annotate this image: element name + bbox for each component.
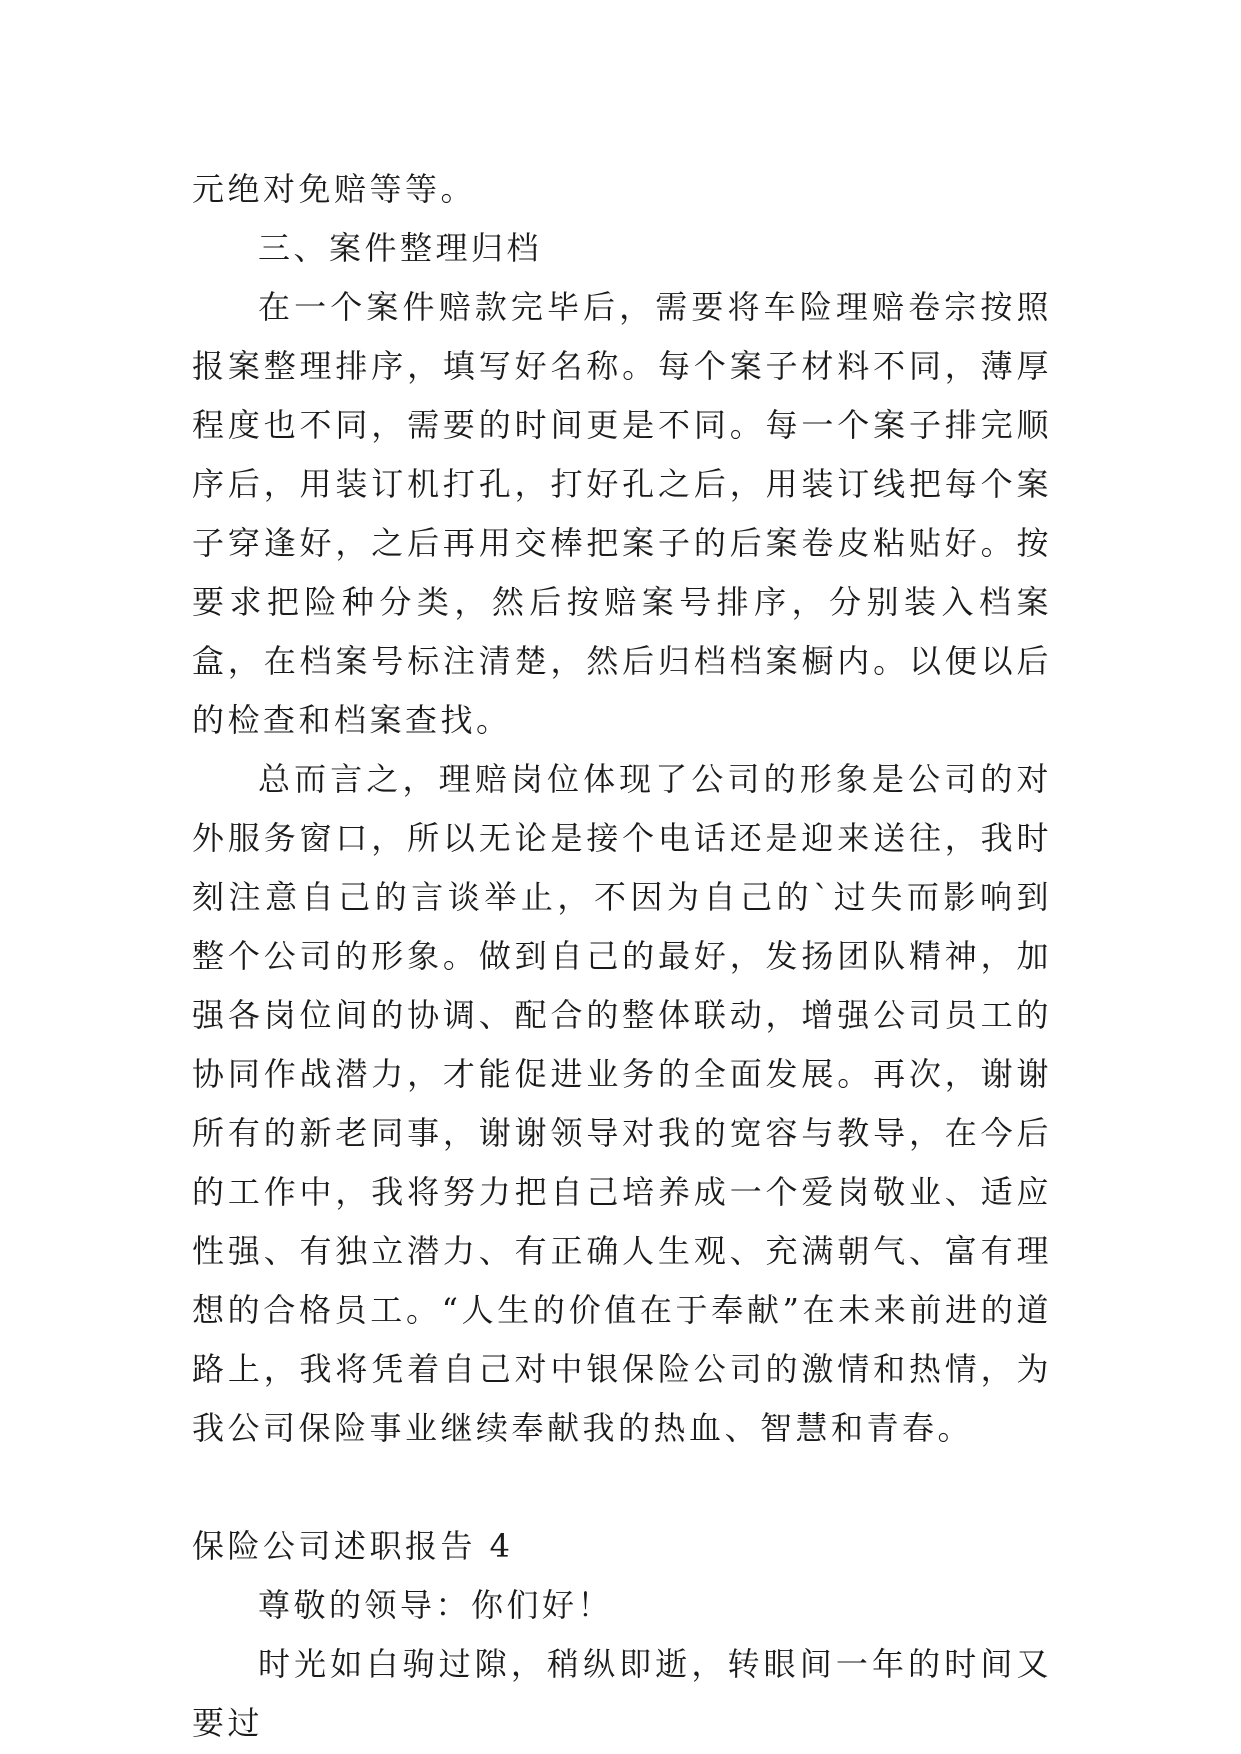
paragraph-continuation: 元绝对免赔等等。 [192,170,477,208]
document-body [192,160,1052,1753]
report-title: 保险公司述职报告 4 [192,1527,514,1565]
section-heading-archiving: 三、案件整理归档 [258,229,543,267]
paragraph-conclusion: 总而言之，理赔岗位体现了公司的形象是公司的对外服务窗口，所以无论是接个电话还是迎来送往，我时刻注意自己的言谈举止，不因为自己的`过失而影响到整个公司的形象。做到自己的最好，发扬团队精神，加强各岗位间的协调、配合的整体联动，增强公司员工的协同作战潜力，才能促进业务的全面发展。再次，谢谢所有的新老同事，谢谢领导对我的宽容与教导，在今后的工作中，我将努力把自己培养成一个爱岗敬业、适应性强、有独立潜力、有正确人生观、充满朝气、富有理想的合格员工。“人生的价值在于奉献”在未来前进的道路上，我将凭着自己对中银保险公司的激情和热情，为我公司保险事业继续奉献我的热血、智慧和青春。 [192,760,1052,1447]
salutation: 尊敬的领导：你们好！ [258,1586,614,1624]
paragraph-archiving: 在一个案件赔款完毕后，需要将车险理赔卷宗按照报案整理排序，填写好名称。每个案子材料不同，薄厚程度也不同，需要的时间更是不同。每一个案子排完顺序后，用装订机打孔，打好孔之后，用装订线把每个案子穿逢好，之后再用交棒把案子的后案卷皮粘贴好。按要求把险种分类，然后按赔案号排序，分别装入档案盒，在档案号标注清楚，然后归档档案橱内。以便以后的检查和档案查找。 [192,288,1052,739]
paragraph-opening: 时光如白驹过隙，稍纵即逝，转眼间一年的时间又要过 [192,1645,1052,1742]
